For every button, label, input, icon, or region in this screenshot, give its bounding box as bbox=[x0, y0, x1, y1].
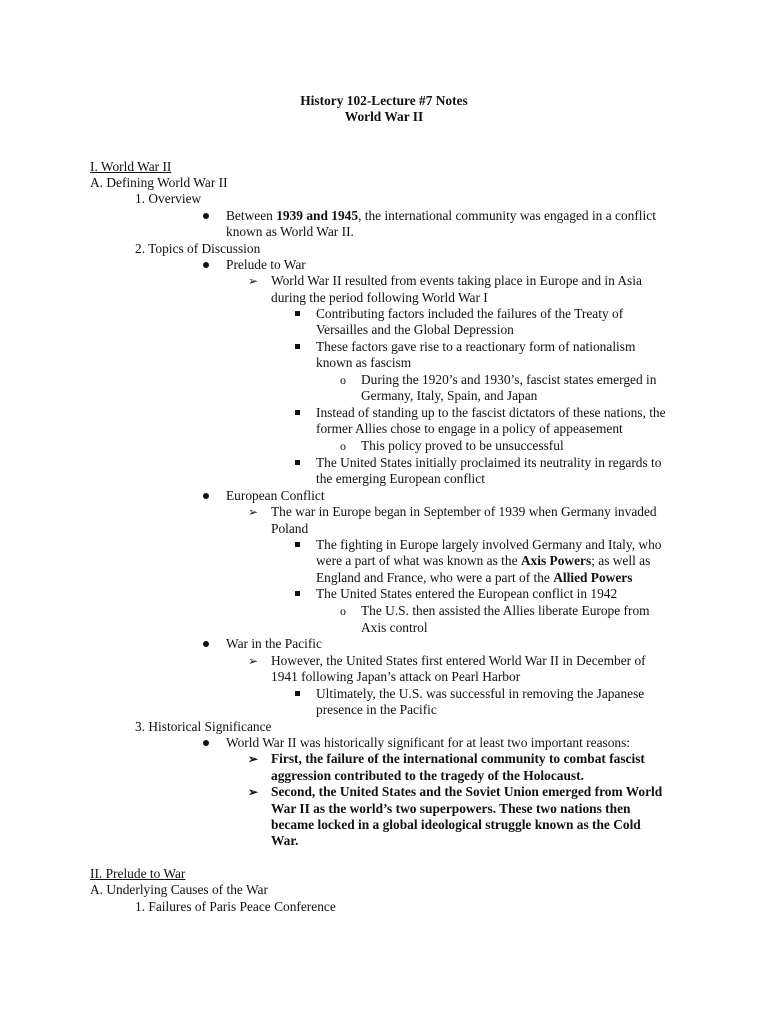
square-bullet-icon bbox=[295, 586, 300, 603]
section-heading: II. Prelude to War bbox=[90, 866, 186, 881]
square-bullet-icon bbox=[295, 306, 300, 323]
square-bullet-icon bbox=[295, 537, 300, 554]
arrow-bullet-icon: ➢ bbox=[248, 785, 259, 799]
bullet-text: War in the Pacific bbox=[226, 636, 322, 651]
bullet-dot-icon bbox=[203, 735, 209, 752]
bullet-text: The U.S. then assisted the Allies liberate Europe from bbox=[361, 603, 650, 618]
bullet-text: became locked in a global ideological struggle known as the Cold bbox=[271, 817, 641, 832]
bullet-text: During the 1920’s and 1930’s, fascist states emerged in bbox=[361, 372, 657, 387]
bullet-text: The United States entered the European conflict in 1942 bbox=[316, 586, 618, 601]
bullet-text: aggression contributed to the tragedy of the Holocaust. bbox=[271, 768, 584, 783]
bullet-text: Instead of standing up to the fascist dictators of these nations, the bbox=[316, 405, 666, 420]
bullet-text: Between 1939 and 1945, the international community was engaged in a conflict bbox=[226, 208, 656, 223]
bullet-text: Second, the United States and the Soviet Union emerged from World bbox=[271, 784, 663, 799]
bullet-dot-icon bbox=[203, 208, 209, 225]
bullet-text: European Conflict bbox=[226, 488, 325, 503]
bullet-text: The war in Europe began in September of 1939 when Germany invaded bbox=[271, 504, 657, 519]
bullet-text: during the period following World War I bbox=[271, 290, 488, 305]
square-bullet-icon bbox=[295, 405, 300, 422]
bullet-text: Axis control bbox=[361, 620, 428, 635]
section-heading: I. World War II bbox=[90, 159, 172, 174]
circle-bullet-icon: o bbox=[340, 373, 346, 387]
numbered-item: 2. Topics of Discussion bbox=[135, 241, 261, 256]
bullet-text: England and France, who were a part of the Allied Powers bbox=[316, 570, 633, 585]
document-subtitle: World War II bbox=[344, 109, 424, 124]
circle-bullet-icon: o bbox=[340, 604, 346, 618]
bullet-text: were a part of what was known as the Axis Powers; as well as bbox=[316, 553, 651, 568]
arrow-bullet-icon: ➢ bbox=[248, 654, 259, 668]
bullet-dot-icon bbox=[203, 257, 209, 274]
bullet-text: However, the United States first entered World War II in December of bbox=[271, 653, 646, 668]
document-title: History 102-Lecture #7 Notes bbox=[300, 93, 468, 108]
numbered-item: 3. Historical Significance bbox=[135, 719, 272, 734]
bullet-text: known as World War II. bbox=[226, 224, 354, 239]
bullet-text: the emerging European conflict bbox=[316, 471, 485, 486]
bullet-text: War. bbox=[271, 833, 299, 848]
bullet-text: Ultimately, the U.S. was successful in removing the Japanese bbox=[316, 686, 645, 701]
bullet-text: War II as the world’s two superpowers. These two nations then bbox=[271, 801, 631, 816]
bullet-text: This policy proved to be unsuccessful bbox=[361, 438, 564, 453]
bullet-text: presence in the Pacific bbox=[316, 702, 437, 717]
bullet-text: Contributing factors included the failures of the Treaty of bbox=[316, 306, 624, 321]
bullet-text: First, the failure of the international community to combat fascist bbox=[271, 751, 645, 766]
bullet-text: Germany, Italy, Spain, and Japan bbox=[361, 388, 538, 403]
square-bullet-icon bbox=[295, 455, 300, 472]
arrow-bullet-icon: ➢ bbox=[248, 274, 259, 288]
bullet-text: These factors gave rise to a reactionary form of nationalism bbox=[316, 339, 636, 354]
numbered-item: 1. Overview bbox=[135, 191, 202, 206]
bullet-text: The fighting in Europe largely involved Germany and Italy, who bbox=[316, 537, 662, 552]
arrow-bullet-icon: ➢ bbox=[248, 505, 259, 519]
square-bullet-icon bbox=[295, 339, 300, 356]
subsection-heading: A. Underlying Causes of the War bbox=[90, 882, 268, 897]
bullet-dot-icon bbox=[203, 488, 209, 505]
bullet-text: Versailles and the Global Depression bbox=[316, 322, 514, 337]
arrow-bullet-icon: ➢ bbox=[248, 752, 259, 766]
bullet-text: World War II resulted from events taking place in Europe and in Asia bbox=[271, 273, 642, 288]
bullet-text: known as fascism bbox=[316, 355, 412, 370]
bullet-text: 1941 following Japan’s attack on Pearl Harbor bbox=[271, 669, 521, 684]
bullet-text: The United States initially proclaimed its neutrality in regards to bbox=[316, 455, 662, 470]
bullet-text: former Allies chose to engage in a policy of appeasement bbox=[316, 421, 623, 436]
numbered-item: 1. Failures of Paris Peace Conference bbox=[135, 899, 336, 914]
circle-bullet-icon: o bbox=[340, 439, 346, 453]
bullet-text: Prelude to War bbox=[226, 257, 306, 272]
bullet-text: Poland bbox=[271, 521, 309, 536]
subsection-heading: A. Defining World War II bbox=[90, 175, 228, 190]
square-bullet-icon bbox=[295, 686, 300, 703]
bullet-text: World War II was historically significant for at least two important reasons: bbox=[226, 735, 631, 750]
bullet-dot-icon bbox=[203, 636, 209, 653]
